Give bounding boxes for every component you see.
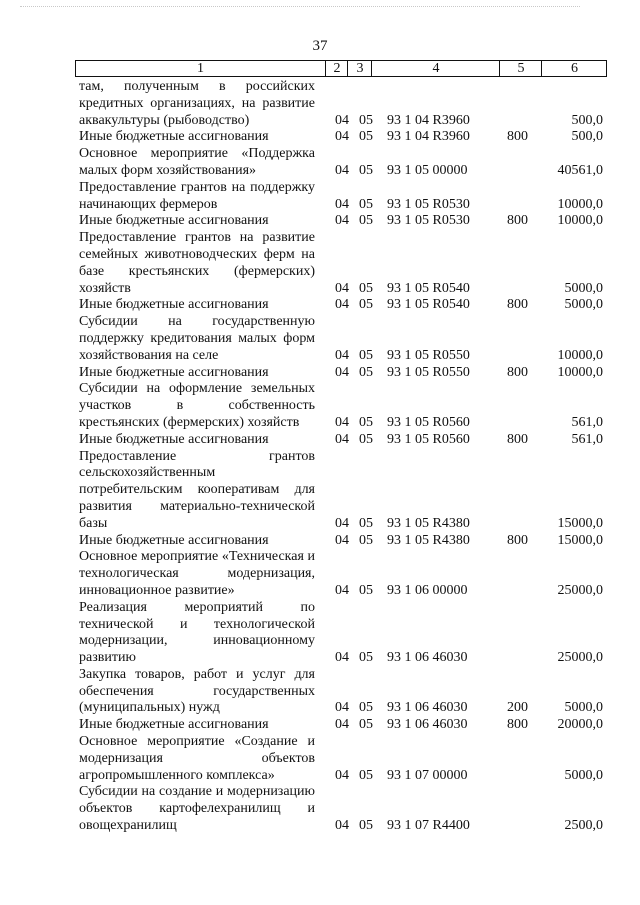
row-expense-type: 800 <box>507 213 528 229</box>
row-subsection: 05 <box>359 364 373 380</box>
row-target-article: 93 1 05 R0540 <box>387 280 470 296</box>
row-subsection: 05 <box>359 582 373 598</box>
row-amount: 10000,0 <box>557 347 603 363</box>
row-target-article: 93 1 05 R0560 <box>387 431 470 447</box>
row-name: Основное мероприятие «Поддержка малых форм хозяйствования» <box>79 146 315 178</box>
row-name: Субсидии на государственную поддержку кредитования малых форм хозяйствования на селе <box>79 314 315 363</box>
row-subsection: 05 <box>359 196 373 212</box>
row-name: Предоставление грантов на развитие семейных животноводческих ферм на базе крестьянских (фермерских) хозяйств <box>79 230 315 296</box>
row-name: Иные бюджетные ассигнования <box>79 213 269 229</box>
table-row <box>79 734 607 784</box>
row-name: Иные бюджетные ассигнования <box>79 297 269 313</box>
row-amount: 15000,0 <box>557 532 603 548</box>
row-target-article: 93 1 05 00000 <box>387 162 468 178</box>
row-section: 04 <box>335 364 349 380</box>
row-name: Закупка товаров, работ и услуг для обеспечения государственных (муниципальных) нужд <box>79 666 315 716</box>
row-section: 04 <box>335 213 349 229</box>
row-section: 04 <box>335 650 349 666</box>
row-name: Предоставление грантов сельскохозяйственным потребительским кооперативам для развития материально-технической базы <box>79 448 315 531</box>
row-section: 04 <box>335 297 349 313</box>
table-row <box>79 717 607 734</box>
row-subsection: 05 <box>359 515 373 531</box>
row-name: Иные бюджетные ассигнования <box>79 431 269 447</box>
row-section: 04 <box>335 515 349 531</box>
header-col-2: 2 <box>325 61 348 76</box>
row-subsection: 05 <box>359 347 373 363</box>
table-row <box>79 180 607 214</box>
table-row <box>79 365 607 382</box>
row-name: Основное мероприятие «Создание и модернизация объектов агропромышленного комплекса» <box>79 734 315 783</box>
row-expense-type: 800 <box>507 129 528 145</box>
row-name: Иные бюджетные ассигнования <box>79 129 269 145</box>
row-amount: 561,0 <box>571 414 603 430</box>
row-name: Реализация мероприятий по технической и технологической модернизации, инновационному развитию <box>79 599 315 666</box>
row-target-article: 93 1 07 00000 <box>387 767 468 783</box>
row-name: Субсидии на создание и модернизацию объектов картофелехранилищ и овощехранилищ <box>79 784 315 834</box>
row-subsection: 05 <box>359 213 373 229</box>
row-subsection: 05 <box>359 112 373 128</box>
row-amount: 25000,0 <box>557 650 603 666</box>
table-row <box>79 667 607 717</box>
header-col-5: 5 <box>499 61 542 76</box>
row-amount: 15000,0 <box>557 515 603 531</box>
row-subsection: 05 <box>359 297 373 313</box>
row-section: 04 <box>335 129 349 145</box>
row-target-article: 93 1 05 R0540 <box>387 297 470 313</box>
row-target-article: 93 1 05 R0530 <box>387 213 470 229</box>
row-expense-type: 800 <box>507 297 528 313</box>
row-subsection: 05 <box>359 650 373 666</box>
row-subsection: 05 <box>359 280 373 296</box>
table-row <box>79 432 607 449</box>
row-expense-type: 800 <box>507 431 528 447</box>
row-name: Субсидии на оформление земельных участков в собственность крестьянских (фермерских) хозяйств <box>79 381 315 430</box>
row-target-article: 93 1 05 R0560 <box>387 414 470 430</box>
row-section: 04 <box>335 431 349 447</box>
row-subsection: 05 <box>359 818 373 834</box>
table-row <box>79 600 607 667</box>
header-col-3: 3 <box>347 61 372 76</box>
row-target-article: 93 1 05 R0550 <box>387 347 470 363</box>
table-row <box>79 549 607 599</box>
row-amount: 25000,0 <box>557 582 603 598</box>
row-name: там, полученным в российских кредитных организациях, на развитие аквакультуры (рыбоводство) <box>79 79 315 128</box>
row-amount: 2500,0 <box>564 818 603 834</box>
row-amount: 10000,0 <box>557 364 603 380</box>
row-name: Основное мероприятие «Техническая и технологическая модернизация, инновационное развитие» <box>79 549 315 598</box>
row-subsection: 05 <box>359 767 373 783</box>
row-section: 04 <box>335 700 349 716</box>
row-section: 04 <box>335 112 349 128</box>
row-target-article: 93 1 07 R4400 <box>387 818 470 834</box>
scan-artifact <box>20 6 580 9</box>
row-amount: 5000,0 <box>564 700 603 716</box>
row-target-article: 93 1 06 46030 <box>387 717 468 733</box>
table-row <box>79 79 607 129</box>
table-row <box>79 449 607 533</box>
row-target-article: 93 1 06 46030 <box>387 650 468 666</box>
row-subsection: 05 <box>359 129 373 145</box>
row-expense-type: 800 <box>507 717 528 733</box>
row-amount: 5000,0 <box>564 297 603 313</box>
row-target-article: 93 1 04 R3960 <box>387 112 470 128</box>
row-target-article: 93 1 05 R4380 <box>387 532 470 548</box>
row-section: 04 <box>335 347 349 363</box>
row-section: 04 <box>335 414 349 430</box>
row-target-article: 93 1 04 R3960 <box>387 129 470 145</box>
budget-table-body <box>79 79 607 835</box>
row-section: 04 <box>335 162 349 178</box>
row-expense-type: 200 <box>507 700 528 716</box>
row-subsection: 05 <box>359 414 373 430</box>
table-row <box>79 297 607 314</box>
row-amount: 10000,0 <box>557 196 603 212</box>
row-section: 04 <box>335 767 349 783</box>
table-row <box>79 213 607 230</box>
header-col-6: 6 <box>541 61 607 76</box>
row-target-article: 93 1 05 R4380 <box>387 515 470 531</box>
row-amount: 10000,0 <box>557 213 603 229</box>
row-subsection: 05 <box>359 532 373 548</box>
row-amount: 5000,0 <box>564 767 603 783</box>
row-name: Иные бюджетные ассигнования <box>79 717 269 733</box>
row-target-article: 93 1 06 46030 <box>387 700 468 716</box>
row-section: 04 <box>335 532 349 548</box>
row-section: 04 <box>335 280 349 296</box>
row-amount: 500,0 <box>571 129 603 145</box>
table-row <box>79 784 607 834</box>
table-row <box>79 314 607 364</box>
row-target-article: 93 1 05 R0550 <box>387 364 470 380</box>
header-col-1: 1 <box>197 61 204 76</box>
row-section: 04 <box>335 717 349 733</box>
row-target-article: 93 1 05 R0530 <box>387 196 470 212</box>
row-section: 04 <box>335 582 349 598</box>
row-expense-type: 800 <box>507 364 528 380</box>
table-row <box>79 146 607 180</box>
page-number: 37 <box>312 38 328 54</box>
row-subsection: 05 <box>359 717 373 733</box>
row-amount: 561,0 <box>571 431 603 447</box>
row-section: 04 <box>335 818 349 834</box>
table-header <box>75 60 607 77</box>
row-name: Предоставление грантов на поддержку начинающих фермеров <box>79 179 315 212</box>
row-section: 04 <box>335 196 349 212</box>
header-col-4: 4 <box>371 61 500 76</box>
row-amount: 5000,0 <box>564 280 603 296</box>
row-expense-type: 800 <box>507 532 528 548</box>
row-name: Иные бюджетные ассигнования <box>79 364 269 380</box>
table-row <box>79 129 607 146</box>
table-row <box>79 381 607 431</box>
table-row <box>79 230 607 297</box>
row-target-article: 93 1 06 00000 <box>387 582 468 598</box>
row-subsection: 05 <box>359 162 373 178</box>
row-subsection: 05 <box>359 700 373 716</box>
row-amount: 500,0 <box>571 112 603 128</box>
row-amount: 20000,0 <box>557 717 603 733</box>
table-row <box>79 533 607 550</box>
row-name: Иные бюджетные ассигнования <box>79 532 269 548</box>
row-subsection: 05 <box>359 431 373 447</box>
row-amount: 40561,0 <box>557 162 603 178</box>
